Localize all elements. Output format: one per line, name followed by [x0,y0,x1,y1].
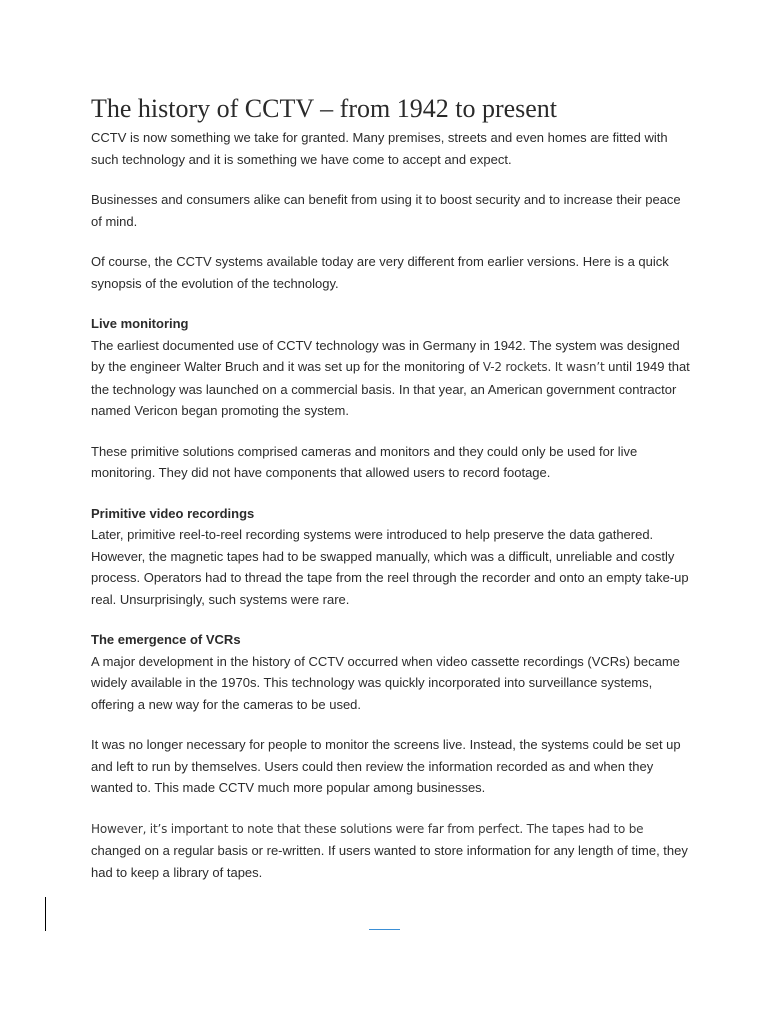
empty-link-underline[interactable] [369,929,400,930]
section-heading-primitive-video-recordings: Primitive video recordings [91,505,255,521]
text-run: changed on a regular basis or re-written. If users wanted to store information for any length of time, they had to keep a library of tapes. [91,843,688,880]
intro-paragraph-3: Of course, the CCTV systems available today are very different from earlier versions. Here is a quick synopsis of the evolution of the technology. [91,254,669,291]
live-monitoring-paragraph-2: These primitive solutions comprised cameras and monitors and they could only be used for live monitoring. They did not have components that allowed users to record footage. [91,443,638,480]
text-run-condensed: V-2 rockets. It wasn’t [482,360,605,374]
primitive-recordings-paragraph-1: Later, primitive reel-to-reel recording systems were introduced to help preserve the data gathered. However, the magnetic tapes had to be swapped manually, which was a difficult, unreliable and costly process. Operators had to thread the tape from the reel through the recorder and onto an empty take-up real. Unsurprisingly, such systems were rare. [91,527,689,607]
live-monitoring-paragraph-1 [91,335,691,422]
intro-paragraph-2: Businesses and consumers alike can benefit from using it to boost security and to increase their peace of mind. [91,192,681,229]
vcrs-paragraph-2: It was no longer necessary for people to monitor the screens live. Instead, the systems could be set up and left to run by themselves. Users could then review the information recorded as and when they wanted to. This made CCTV much more popular among businesses. [91,737,681,795]
text-run: until 1949 that the technology was launched on a commercial basis. In that year, an American government contractor named Vericon began promoting the system. [91,359,690,418]
vcrs-paragraph-1: A major development in the history of CCTV occurred when video cassette recordings (VCRs) became widely available in the 1970s. This technology was quickly incorporated into surveillance systems, offering a new way for the cameras to be used. [91,653,680,712]
vcrs-paragraph-3 [91,818,691,884]
text-cursor [45,897,46,931]
section-heading-live-monitoring: Live monitoring [91,316,189,331]
article [91,92,691,902]
section-heading-emergence-of-vcrs: The emergence of VCRs [91,632,241,647]
article-title: The history of CCTV – from 1942 to present [91,94,558,123]
intro-paragraph-1: CCTV is now something we take for granted. Many premises, streets and even homes are fitted with such technology and it is something we have come to accept and expect. [91,130,668,167]
text-run: The earliest documented use of CCTV technology was in Germany in 1942. The system was designed by the engineer Walter Bruch and it was set up for the monitoring of [91,337,680,374]
text-run-condensed: However, it’s important to note that these solutions were far from perfect. The tapes had to be [91,821,644,836]
